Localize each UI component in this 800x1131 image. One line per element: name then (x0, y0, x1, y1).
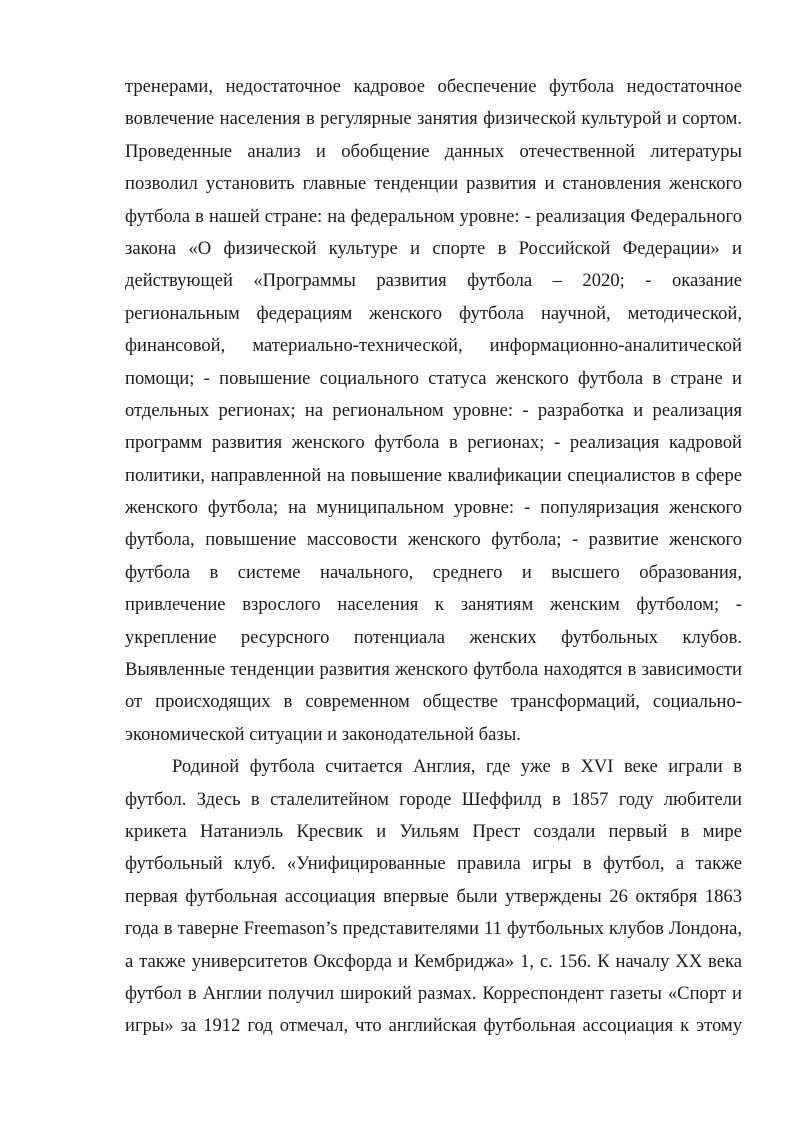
paragraph-1 (125, 71, 742, 751)
text-line: политики, направленной на повышение квалификации специалистов в сфере (125, 464, 742, 486)
text-line: финансовой, материально-технической, информационно-аналитической (125, 335, 742, 357)
text-line: региональным федерациям женского футбола научной, методической, (125, 302, 742, 324)
text-line: действующей «Программы развития футбола – 2020; ‑ оказание (125, 270, 742, 292)
text-line: крикета Натаниэль Кресвик и Уильям Прест создали первый в мире (125, 820, 742, 842)
text-line: первая футбольная ассоциация впервые были утверждены 26 октября 1863 (125, 885, 742, 907)
text-line: женского футбола; на муниципальном уровне: ‑ популяризация женского (125, 497, 742, 519)
text-line: тренерами, недостаточное кадровое обеспечение футбола недостаточное (125, 76, 742, 97)
text-line: футбола в системе начального, среднего и высшего образования, (125, 561, 742, 583)
text-line: программ развития женского футбола в регионах; ‑ реализация кадровой (125, 432, 742, 454)
text-line: экономической ситуации и законодательной базы. (125, 723, 521, 745)
text-line: игры» за 1912 год отмечал, что английская футбольная ассоциация к этому (125, 1015, 742, 1037)
text-line: Родиной футбола считается Англия, где уже в XVI веке играли в (172, 756, 742, 778)
text-line: Выявленные тенденции развития женского футбола находятся в зависимости (125, 659, 742, 681)
body-text (125, 71, 742, 1043)
text-line: позволил установить главные тенденции развития и становления женского (125, 173, 742, 195)
text-line: года в таверне Freemason’s представителями 11 футбольных клубов Лондона, (125, 918, 742, 940)
paragraph-2 (125, 751, 742, 1043)
text-line: привлечение взрослого населения к занятиям женским футболом; ‑ (125, 594, 742, 616)
text-line: Проведенные анализ и обобщение данных отечественной литературы (125, 140, 742, 162)
text-line: футбола в нашей стране: на федеральном уровне: ‑ реализация Федерального (125, 205, 742, 227)
text-line: закона «О физической культуре и спорте в Российской Федерации» и (125, 237, 742, 259)
text-line: помощи; ‑ повышение социального статуса женского футбола в стране и (125, 367, 742, 389)
text-line: укрепление ресурсного потенциала женских футбольных клубов. (125, 626, 742, 648)
text-line: от происходящих в современном обществе трансформаций, социально- (125, 691, 742, 713)
text-line: вовлечение населения в регулярные занятия физической культурой и сортом. (125, 108, 742, 130)
text-line: футбол. Здесь в сталелитейном городе Шеффилд в 1857 году любители (125, 788, 742, 810)
text-line: а также университетов Оксфорда и Кембриджа» 1, с. 156. К началу XX века (125, 950, 742, 972)
text-line: футбольный клуб. «Унифицированные правила игры в футбол, а также (125, 853, 742, 875)
text-line: футбола, повышение массовости женского футбола; ‑ развитие женского (125, 529, 742, 551)
text-line: отдельных регионах; на региональном уровне: ‑ разработка и реализация (125, 399, 742, 421)
text-line: футбол в Англии получил широкий размах. Корреспондент газеты «Спорт и (125, 982, 742, 1004)
